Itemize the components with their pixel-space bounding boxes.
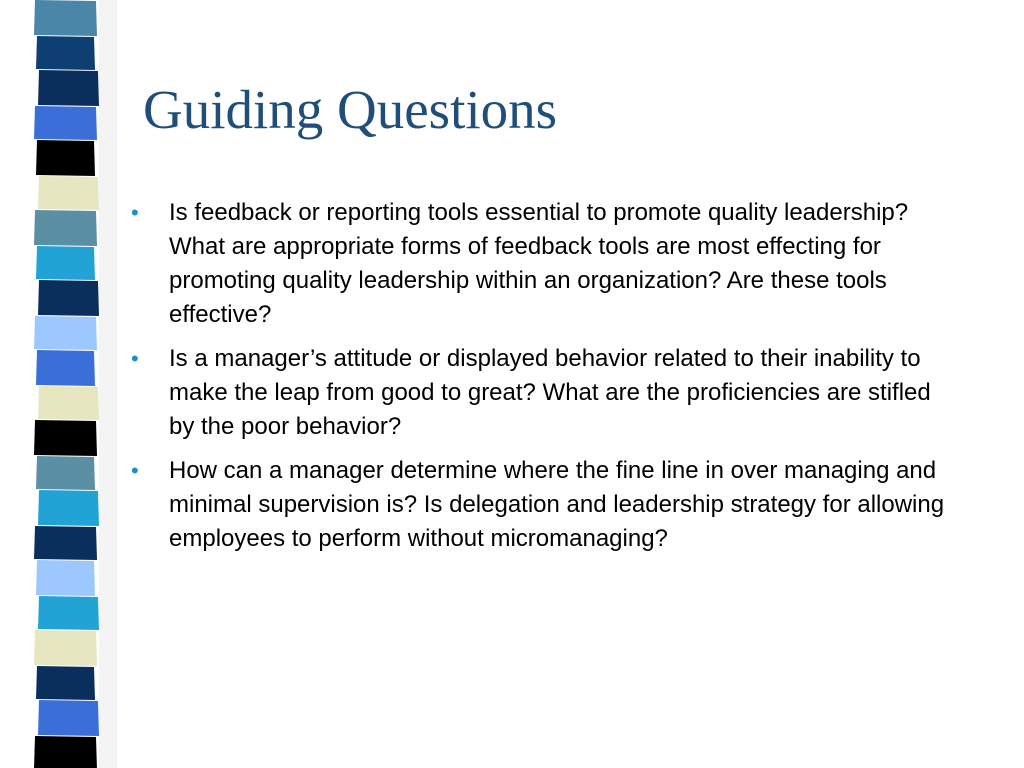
bullet-dot-icon: • <box>131 200 139 225</box>
decorative-stripe-band <box>0 0 118 768</box>
stripe-shadow <box>99 0 117 768</box>
stripe-block <box>36 560 95 596</box>
bullet-text: Is a manager’s attitude or displayed behavior related to their inability to make the leap from good to great? What are the proficiencies are stifled by the poor behavior? <box>169 345 931 440</box>
bullet-dot-icon: • <box>131 346 139 371</box>
stripe-block <box>36 350 95 386</box>
stripe-block <box>38 176 99 210</box>
bullet-list <box>131 196 961 566</box>
stripe-block <box>38 700 99 736</box>
bullet-text: How can a manager determine where the fine line in over managing and minimal supervision is? Is delegation and leadership strategy for allowing employees to perform without micromanaging? <box>169 457 945 552</box>
stripe-block <box>36 36 95 70</box>
bullet-text: Is feedback or reporting tools essential to promote quality leadership? What are appropriate forms of feedback tools are most effecting for promoting quality leadership within an organization? Are these tools effective? <box>169 199 909 328</box>
stripe-block <box>34 526 97 560</box>
stripe-block <box>34 420 97 456</box>
bullet-dot-icon: • <box>131 458 139 483</box>
stripe-block <box>36 246 95 280</box>
stripe-block <box>38 386 99 420</box>
stripe-block <box>38 490 99 526</box>
bullet-item <box>131 454 961 556</box>
stripe-block <box>34 630 97 666</box>
stripe-block <box>36 456 95 490</box>
stripe-block <box>36 666 95 700</box>
stripe-block <box>34 316 97 350</box>
stripe-block <box>34 106 97 140</box>
stripe-block <box>34 736 97 768</box>
stripe-block <box>36 140 95 176</box>
stripe-block <box>38 280 99 316</box>
slide-title: Guiding Questions <box>143 79 558 140</box>
stripe-block <box>38 596 99 630</box>
bullet-item <box>131 342 961 444</box>
stripe-pattern-graphic <box>0 0 118 768</box>
stripe-block <box>34 0 97 36</box>
stripe-block <box>34 210 97 246</box>
bullet-item <box>131 196 961 332</box>
stripe-block <box>38 70 99 106</box>
